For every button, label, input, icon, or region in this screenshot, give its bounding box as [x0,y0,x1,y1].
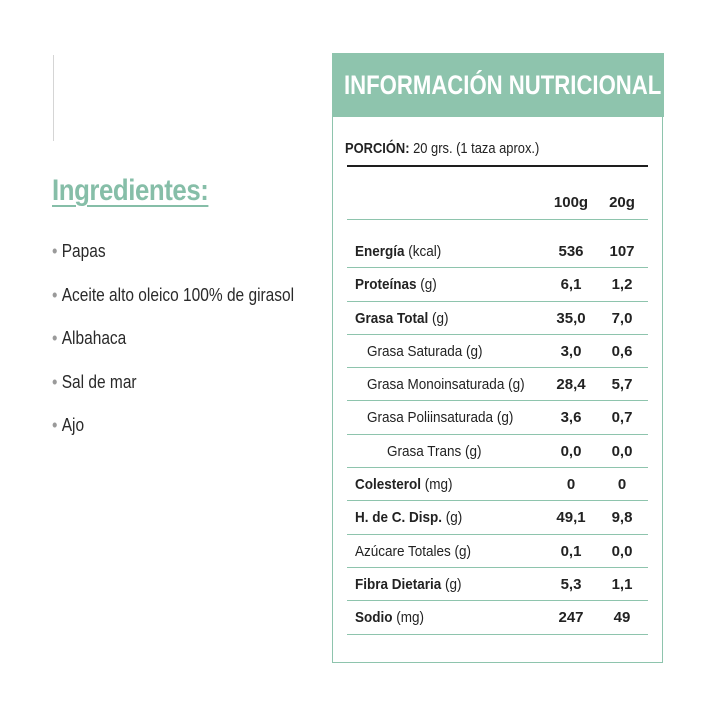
column-header-20g: 20g [609,194,635,211]
bullet-icon: • [52,328,58,348]
value-100g: 0,1 [560,542,582,560]
table-row [347,435,648,468]
nutrition-title: INFORMACIÓN NUTRICIONAL [344,70,662,100]
table-row [347,535,648,568]
column-header-100g: 100g [553,194,589,211]
portion-label: PORCIÓN: [345,140,410,157]
value-100g: 5,3 [560,575,582,593]
value-100g: 247 [558,609,584,627]
value-100g: 3,0 [560,342,582,360]
value-20g: 9,8 [611,509,633,527]
value-20g: 1,2 [611,276,633,294]
ingredients-title: Ingredientes: [52,174,209,207]
value-100g: 6,1 [560,276,582,294]
bullet-icon: • [52,284,58,305]
nutrient-label: Fibra Dietaria (g) [355,575,462,593]
nutrient-label: Azúcare Totales (g) [355,542,472,560]
value-20g: 0,7 [611,409,633,427]
table-row [347,468,648,501]
value-100g: 28,4 [556,376,586,394]
ingredient-name: Papas [61,241,106,261]
nutrient-label: Grasa Trans (g) [387,442,482,460]
nutrient-label: Proteínas (g) [355,276,437,294]
bullet-icon: • [52,371,58,392]
table-row [347,501,648,534]
divider-line [53,55,54,141]
nutrient-label: Sodio (mg) [355,609,425,627]
list-item [52,328,294,372]
nutrient-label: Grasa Poliinsaturada (g) [367,409,514,427]
value-100g: 0,0 [560,442,582,460]
value-20g: 107 [609,243,635,260]
table-row [347,601,648,634]
table-row [347,302,648,335]
table-row [347,368,648,401]
nutrition-panel [332,53,663,663]
list-item [52,241,294,285]
portion-value: 20 grs. (1 taza aprox.) [413,140,540,157]
header-rule [347,219,648,220]
list-item [52,285,294,329]
table-row [347,268,648,301]
value-20g: 0,0 [611,442,633,460]
value-20g: 49 [613,609,631,627]
nutrient-label: Colesterol (mg) [355,476,453,494]
list-item [52,372,294,416]
value-20g: 7,0 [611,309,633,327]
nutrition-header [332,53,664,117]
value-20g: 0,0 [611,542,633,560]
ingredient-name: Albahaca [61,328,127,348]
table-row [347,235,648,268]
value-100g: 49,1 [556,509,586,527]
list-item [52,415,294,459]
bullet-icon: • [52,415,58,435]
table-row [347,568,648,601]
value-100g: 35,0 [556,309,586,327]
nutrient-label: Grasa Saturada (g) [367,342,483,360]
value-100g: 536 [558,243,584,260]
nutrition-table [347,235,648,635]
table-row [347,401,648,434]
value-20g: 1,1 [611,575,633,593]
value-20g: 0 [617,476,627,494]
nutrient-label: Grasa Monoinsaturada (g) [367,376,525,394]
value-100g: 3,6 [560,409,582,427]
ingredient-name: Sal de mar [61,371,137,392]
value-20g: 0,6 [611,342,633,360]
value-20g: 5,7 [611,376,633,394]
bullet-icon: • [52,241,58,261]
nutrient-label: Energía (kcal) [355,243,442,260]
ingredients-list [52,241,333,459]
portion-info [345,140,539,157]
nutrient-label: Grasa Total (g) [355,309,449,327]
value-100g: 0 [566,476,576,494]
ingredient-name: Ajo [61,415,85,435]
nutrient-label: H. de C. Disp. (g) [355,509,463,527]
portion-rule [347,165,648,167]
table-row [347,335,648,368]
ingredient-name: Aceite alto oleico 100% de girasol [61,284,295,305]
